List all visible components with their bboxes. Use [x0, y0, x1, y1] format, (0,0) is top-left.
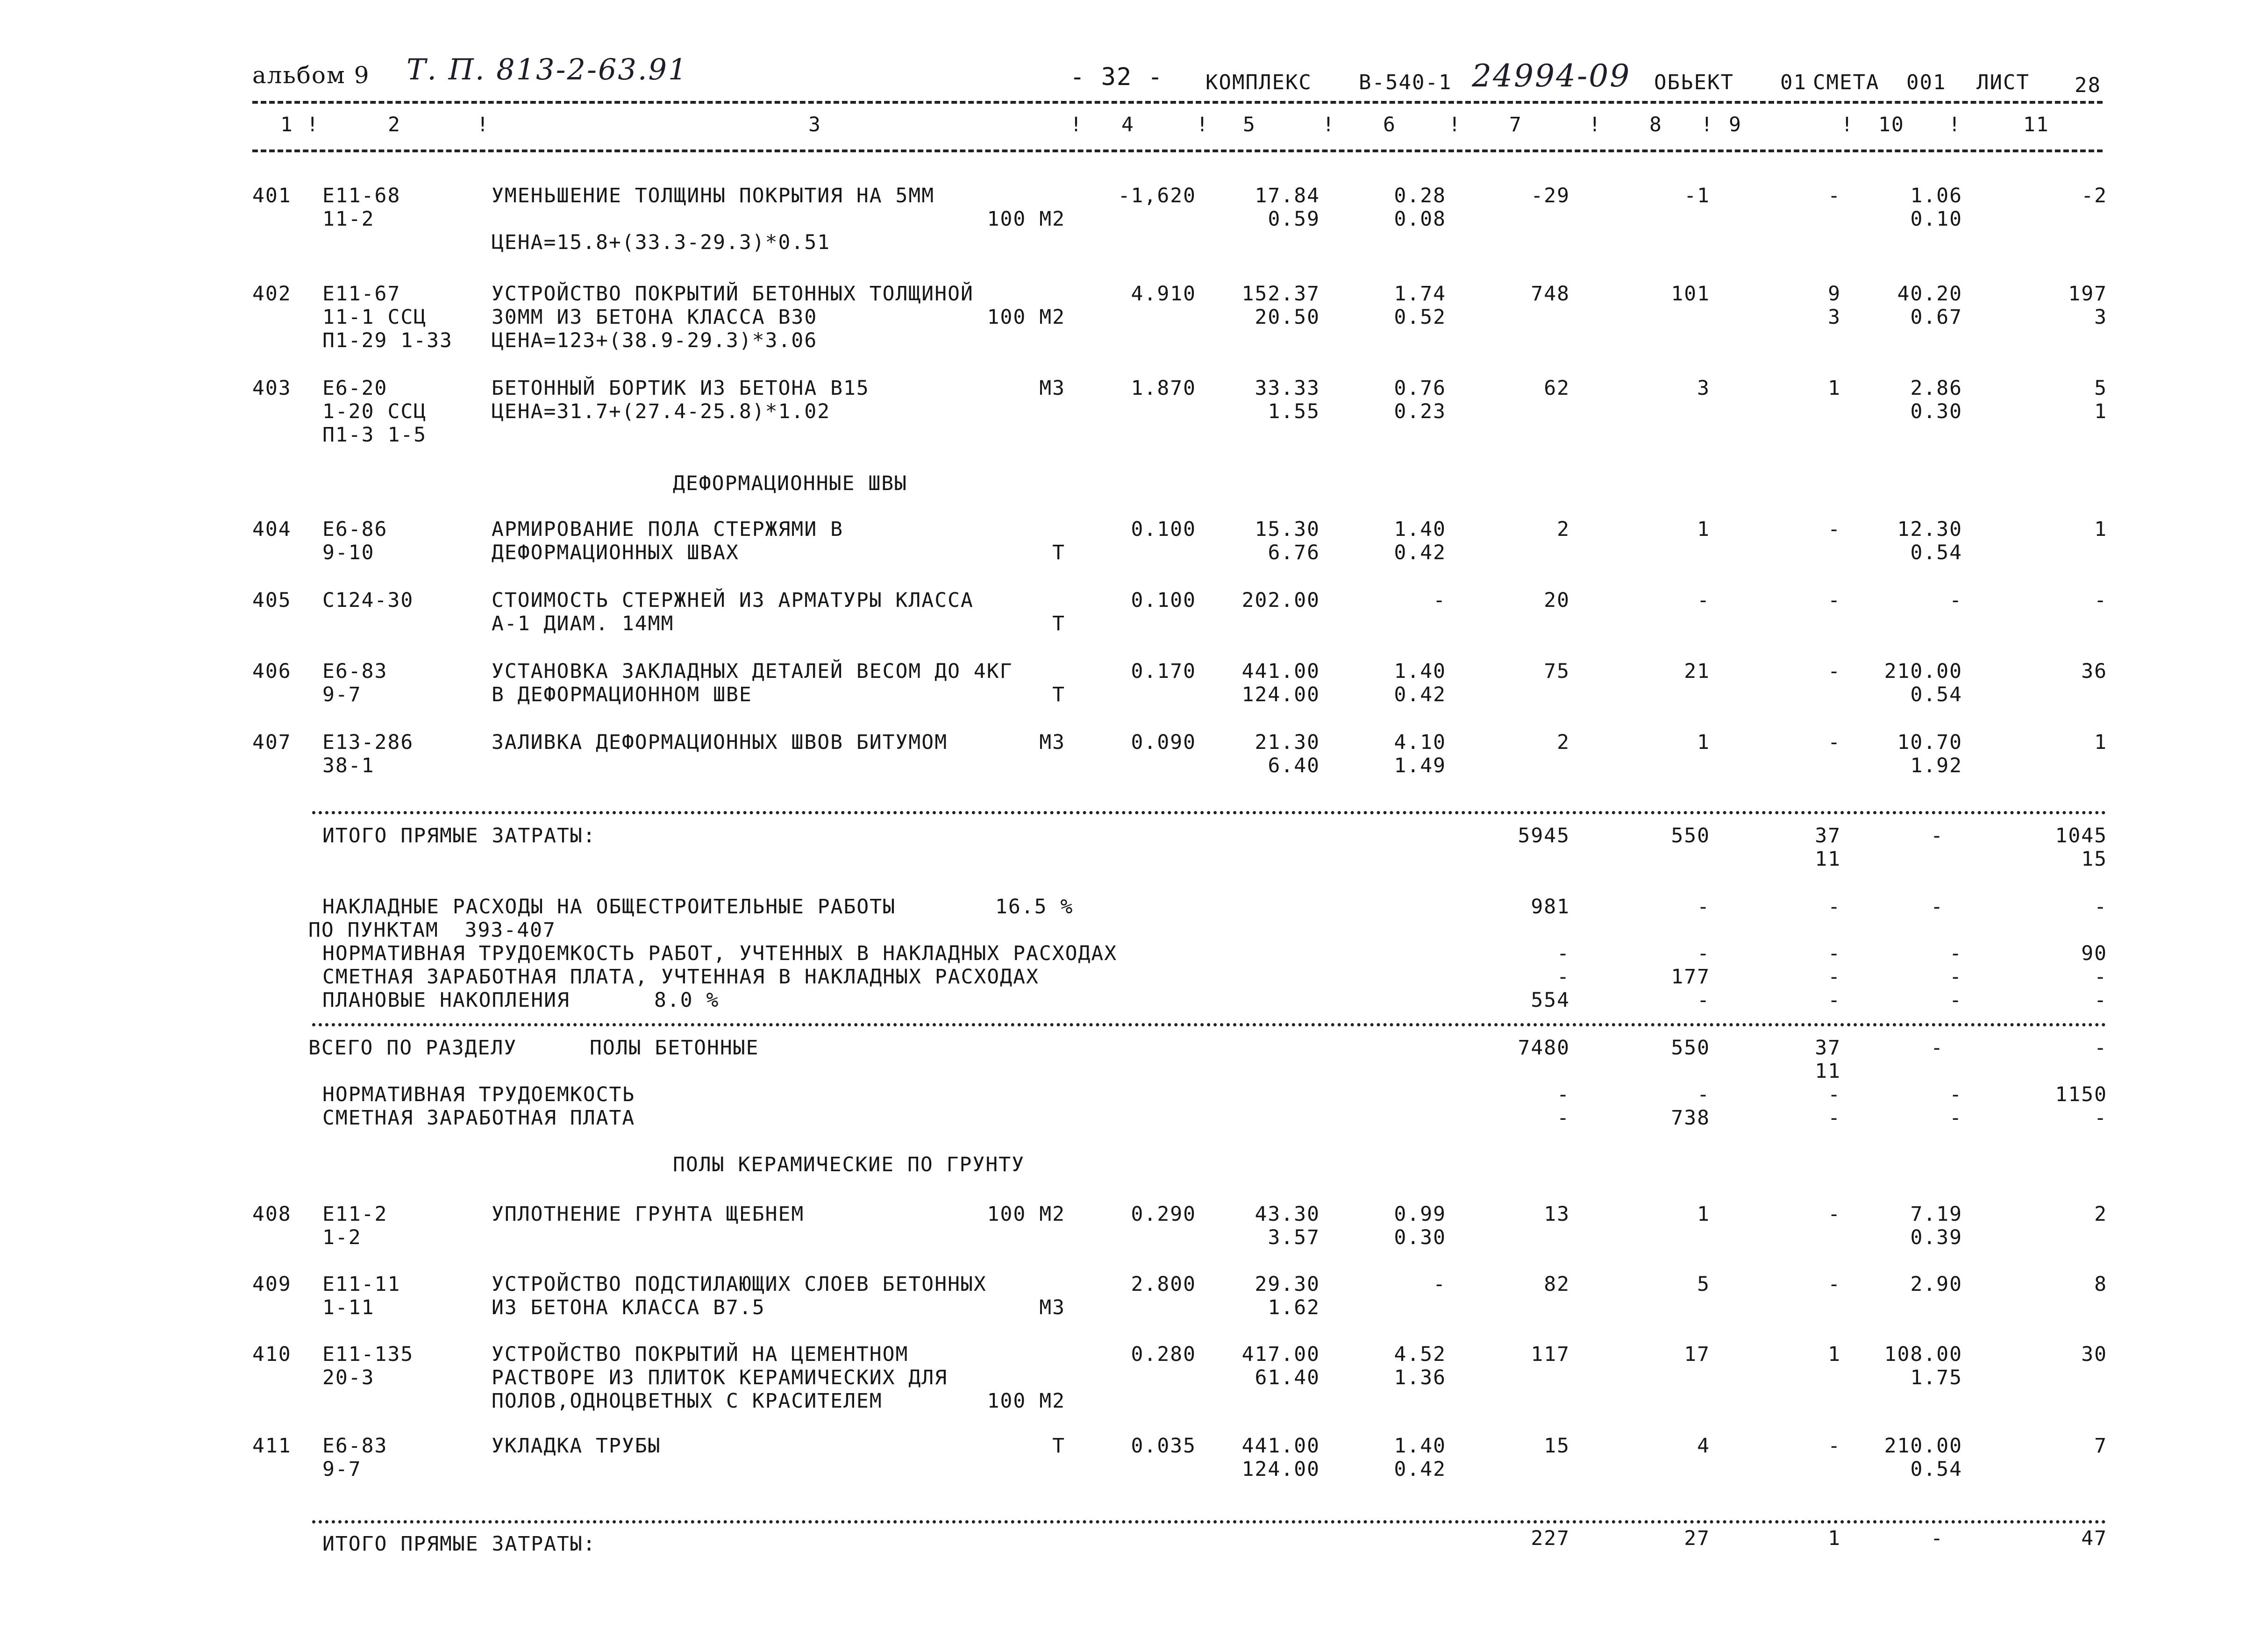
value-c7: 2 [1557, 731, 1570, 754]
value-c11: 1 [2094, 518, 2107, 541]
value-c7: 15 [1544, 1434, 1570, 1458]
value-c11: 36 [2081, 660, 2107, 683]
value-c11: 7 [2094, 1434, 2107, 1458]
work-description: В ДЕФОРМАЦИОННОМ ШВЕ [492, 683, 752, 706]
column-number: ! [1841, 113, 1854, 136]
value-c11: 1 [2094, 731, 2107, 754]
work-description: ЗАЛИВКА ДЕФОРМАЦИОННЫХ ШВОВ БИТУМОМ [492, 731, 948, 754]
norm-code: E6-86 [322, 518, 388, 541]
value-c6: 0.42 [1394, 541, 1446, 564]
value-c11: 197 [2068, 282, 2107, 306]
work-description: РАСТВОРЕ ИЗ ПЛИТОК КЕРАМИЧЕСКИХ ДЛЯ [492, 1366, 948, 1389]
section-total-c11: - [2094, 1036, 2107, 1060]
value-c9: - [1828, 1273, 1841, 1296]
unit: Т [1052, 1434, 1065, 1458]
value-c5: 6.76 [1268, 541, 1320, 564]
overhead-wage-label: СМЕТНАЯ ЗАРАБОТНАЯ ПЛАТА, УЧТЕННАЯ В НАКЛАДНЫХ РАСХОДАХ [322, 965, 1039, 989]
work-description: ДЕФОРМАЦИОННЫХ ШВАХ [492, 541, 739, 564]
total2-label: ИТОГО ПРЯМЫЕ ЗАТРАТЫ: [322, 1532, 596, 1556]
column-number: 10 [1878, 113, 1904, 136]
value-c6: 0.42 [1394, 683, 1446, 706]
value-c8: 101 [1671, 282, 1710, 306]
norm-code: E11-135 [322, 1343, 414, 1366]
column-number: 7 [1509, 113, 1522, 136]
column-number: ! [1589, 113, 1602, 136]
work-description: А-1 ДИАМ. 14ММ [492, 612, 674, 635]
value-c10: 0.54 [1910, 541, 1962, 564]
value-c5: 3.57 [1268, 1226, 1320, 1249]
total2-c10: - [1931, 1527, 1944, 1550]
section-total-c9: 37 [1815, 1036, 1841, 1060]
column-number: 4 [1121, 113, 1134, 136]
total2-c8: 27 [1684, 1527, 1710, 1550]
overhead-norm-value: - [1697, 942, 1710, 965]
value-c5: 1.62 [1268, 1296, 1320, 1319]
column-number: ! [1948, 113, 1961, 136]
value-c10: 210.00 [1884, 660, 1962, 683]
value-c10: 0.54 [1910, 1458, 1962, 1481]
section-title-deformation: ДЕФОРМАЦИОННЫЕ ШВЫ [673, 472, 907, 495]
column-number: ! [1701, 113, 1714, 136]
norm-code: E11-68 [322, 184, 401, 207]
header-rule-bottom [252, 149, 2103, 152]
total2-c9: 1 [1828, 1527, 1841, 1550]
unit: М3 [1039, 1296, 1065, 1319]
value-c5: 43.30 [1255, 1203, 1320, 1226]
value-c11: 2 [2094, 1203, 2107, 1226]
overhead-norm-value: - [1949, 942, 1962, 965]
column-number: 1 ! [280, 113, 320, 136]
work-description: ЦЕНА=31.7+(27.4-25.8)*1.02 [492, 400, 831, 423]
section-total-c8: 550 [1671, 1036, 1710, 1060]
column-number: 9 [1729, 113, 1742, 136]
value-c8: 1 [1697, 1203, 1710, 1226]
value-c6: 1.74 [1394, 282, 1446, 306]
value-c7: 20 [1544, 589, 1570, 612]
total2-c11: 47 [2081, 1527, 2107, 1550]
unit: 100 М2 [987, 1203, 1065, 1226]
value-c11: 3 [2094, 306, 2107, 329]
value-c6: - [1433, 589, 1446, 612]
value-c6: 1.40 [1394, 660, 1446, 683]
value-c6: 0.28 [1394, 184, 1446, 207]
quantity: 0.280 [1131, 1343, 1196, 1366]
value-c5: 202.00 [1241, 589, 1320, 612]
value-c11: -2 [2081, 184, 2107, 207]
value-c9: - [1828, 1434, 1841, 1458]
total-c11b: 15 [2081, 847, 2107, 871]
total-c8: 550 [1671, 824, 1710, 847]
value-c10: 10.70 [1897, 731, 1962, 754]
section-norm-value: - [1697, 1083, 1710, 1106]
overhead-c8: - [1697, 895, 1710, 918]
value-c10: 2.86 [1910, 377, 1962, 400]
item-number: 403 [252, 377, 292, 400]
value-c5: 33.33 [1255, 377, 1320, 400]
quantity: 4.910 [1131, 282, 1196, 306]
smeta-number: 001 [1906, 71, 1947, 94]
value-c11: 1 [2094, 400, 2107, 423]
value-c7: 2 [1557, 518, 1570, 541]
value-c10: 2.90 [1910, 1273, 1962, 1296]
work-description: УМЕНЬШЕНИЕ ТОЛЩИНЫ ПОКРЫТИЯ НА 5ММ [492, 184, 935, 207]
item-number: 405 [252, 589, 292, 612]
column-number: 8 [1649, 113, 1662, 136]
unit: Т [1052, 612, 1065, 635]
norm-code: 9-10 [322, 541, 375, 564]
value-c6: 0.08 [1394, 207, 1446, 231]
column-number: ! [1196, 113, 1209, 136]
unit: 100 М2 [987, 306, 1065, 329]
overhead-norm-value: 90 [2081, 942, 2107, 965]
value-c6: 0.76 [1394, 377, 1446, 400]
quantity: 1.870 [1131, 377, 1196, 400]
item-number: 410 [252, 1343, 292, 1366]
value-c6: 0.99 [1394, 1203, 1446, 1226]
item-number: 411 [252, 1434, 292, 1458]
value-c7: 117 [1531, 1343, 1570, 1366]
value-c5: 61.40 [1255, 1366, 1320, 1389]
norm-code: 9-7 [322, 1458, 362, 1481]
value-c10: 0.10 [1910, 207, 1962, 231]
value-c7: 13 [1544, 1203, 1570, 1226]
value-c5: 6.40 [1268, 754, 1320, 777]
value-c7: 75 [1544, 660, 1570, 683]
section-total-c9b: 11 [1815, 1060, 1841, 1083]
unit: 100 М2 [987, 207, 1065, 231]
value-c9: 3 [1828, 306, 1841, 329]
value-c6: - [1433, 1273, 1446, 1296]
item-number: 402 [252, 282, 292, 306]
norm-code: E6-83 [322, 1434, 388, 1458]
value-c10: 12.30 [1897, 518, 1962, 541]
section-wage-value: - [1828, 1106, 1841, 1130]
total-c7: 5945 [1518, 824, 1570, 847]
value-c10: 0.67 [1910, 306, 1962, 329]
norm-code: 1-11 [322, 1296, 375, 1319]
quantity: 0.100 [1131, 589, 1196, 612]
value-c10: 0.39 [1910, 1226, 1962, 1249]
quantity: 2.800 [1131, 1273, 1196, 1296]
value-c10: - [1949, 589, 1962, 612]
value-c5: 29.30 [1255, 1273, 1320, 1296]
section-total-label: ВСЕГО ПО РАЗДЕЛУ [308, 1036, 517, 1060]
value-c9: - [1828, 589, 1841, 612]
project-number-handwritten: Т. П. 813-2-63.91 [407, 52, 688, 86]
work-description: УПЛОТНЕНИЕ ГРУНТА ЩЕБНЕМ [492, 1203, 805, 1226]
norm-code: 11-2 [322, 207, 375, 231]
work-description: ЦЕНА=15.8+(33.3-29.3)*0.51 [492, 231, 831, 254]
column-number: ! [1448, 113, 1462, 136]
page-number: - 32 - [1070, 63, 1163, 91]
value-c6: 1.40 [1394, 518, 1446, 541]
object-label: ОБЬЕКТ [1654, 71, 1734, 94]
value-c9: - [1828, 731, 1841, 754]
column-number: 3 [808, 113, 821, 136]
unit: М3 [1039, 731, 1065, 754]
value-c5: 124.00 [1241, 683, 1320, 706]
quantity: 0.170 [1131, 660, 1196, 683]
value-c10: 1.92 [1910, 754, 1962, 777]
value-c10: 0.30 [1910, 400, 1962, 423]
norm-code: E13-286 [322, 731, 414, 754]
norm-code: E11-11 [322, 1273, 401, 1296]
overhead-c11: - [2094, 895, 2107, 918]
section-norm-value: - [1828, 1083, 1841, 1106]
value-c5: 441.00 [1241, 1434, 1320, 1458]
norm-code: 20-3 [322, 1366, 375, 1389]
unit: М3 [1039, 377, 1065, 400]
norm-code: E6-83 [322, 660, 388, 683]
quantity: 0.100 [1131, 518, 1196, 541]
value-c5: 20.50 [1255, 306, 1320, 329]
value-c7: 748 [1531, 282, 1570, 306]
value-c11: 30 [2081, 1343, 2107, 1366]
plan-label: ПЛАНОВЫЕ НАКОПЛЕНИЯ [322, 989, 570, 1012]
value-c8: 5 [1697, 1273, 1710, 1296]
column-number: ! [1322, 113, 1335, 136]
column-number: 2 [388, 113, 401, 136]
value-c8: - [1697, 589, 1710, 612]
overhead-wage-value: - [2094, 965, 2107, 989]
value-c5: 15.30 [1255, 518, 1320, 541]
section-norm-value: 1150 [2055, 1083, 2107, 1106]
norm-code: П1-29 1-33 [322, 329, 453, 352]
section-wage-value: 738 [1671, 1106, 1710, 1130]
work-description: ЦЕНА=123+(38.9-29.3)*3.06 [492, 329, 818, 352]
value-c6: 0.30 [1394, 1226, 1446, 1249]
section-wage-value: - [2094, 1106, 2107, 1130]
overhead-c9: - [1828, 895, 1841, 918]
work-description: УСТРОЙСТВО ПОДСТИЛАЮЩИХ СЛОЕВ БЕТОННЫХ [492, 1273, 987, 1296]
work-description: 30ММ ИЗ БЕТОНА КЛАССА B30 [492, 306, 818, 329]
item-number: 409 [252, 1273, 292, 1296]
value-c6: 4.10 [1394, 731, 1446, 754]
section-norm-value: - [1557, 1083, 1570, 1106]
value-c9: - [1828, 184, 1841, 207]
section-norm-label: НОРМАТИВНАЯ ТРУДОЕМКОСТЬ [322, 1083, 635, 1106]
value-c8: 1 [1697, 731, 1710, 754]
value-c7: -29 [1531, 184, 1570, 207]
section-wage-label: СМЕТНАЯ ЗАРАБОТНАЯ ПЛАТА [322, 1106, 635, 1130]
value-c5: 124.00 [1241, 1458, 1320, 1481]
overhead-wage-value: - [1828, 965, 1841, 989]
value-c6: 4.52 [1394, 1343, 1446, 1366]
overhead-label: НАКЛАДНЫЕ РАСХОДЫ НА ОБЩЕСТРОИТЕЛЬНЫЕ РАБОТЫ [322, 895, 896, 918]
value-c10: 108.00 [1884, 1343, 1962, 1366]
total-c10: - [1931, 824, 1944, 847]
quantity: 0.035 [1131, 1434, 1196, 1458]
norm-code: 1-20 ССЦ [322, 400, 427, 423]
sheet-label: ЛИСТ [1976, 71, 2030, 94]
value-c5: 152.37 [1241, 282, 1320, 306]
total-label: ИТОГО ПРЯМЫЕ ЗАТРАТЫ: [322, 824, 596, 847]
value-c8: 4 [1697, 1434, 1710, 1458]
section-total-c10: - [1931, 1036, 1944, 1060]
work-description: УКЛАДКА ТРУБЫ [492, 1434, 661, 1458]
quantity: 0.090 [1131, 731, 1196, 754]
value-c6: 0.52 [1394, 306, 1446, 329]
overhead-wage-value: - [1949, 965, 1962, 989]
overhead-pct: 16.5 % [995, 895, 1074, 918]
column-number: 5 [1243, 113, 1256, 136]
norm-code: П1-3 1-5 [322, 423, 427, 447]
album-label: альбом 9 [252, 62, 370, 89]
value-c5: 0.59 [1268, 207, 1320, 231]
norm-code: 1-2 [322, 1226, 362, 1249]
overhead-c10: - [1931, 895, 1944, 918]
norm-code: 38-1 [322, 754, 375, 777]
unit: Т [1052, 683, 1065, 706]
unit: 100 М2 [987, 1389, 1065, 1413]
value-c5: 17.84 [1255, 184, 1320, 207]
value-c6: 0.23 [1394, 400, 1446, 423]
column-number: 6 [1383, 113, 1396, 136]
total2-c7: 227 [1531, 1527, 1570, 1550]
overhead-plan-value: - [1949, 989, 1962, 1012]
value-c9: - [1828, 518, 1841, 541]
value-c8: 21 [1684, 660, 1710, 683]
value-c10: 210.00 [1884, 1434, 1962, 1458]
value-c8: 17 [1684, 1343, 1710, 1366]
complex-code-handwritten: 24994-09 [1472, 58, 1631, 94]
value-c5: 417.00 [1241, 1343, 1320, 1366]
norm-code: E11-67 [322, 282, 401, 306]
work-description: УСТРОЙСТВО ПОКРЫТИЙ НА ЦЕМЕНТНОМ [492, 1343, 909, 1366]
overhead-plan-value: - [1697, 989, 1710, 1012]
dotted-rule-3 [312, 1520, 2106, 1523]
value-c5: 21.30 [1255, 731, 1320, 754]
smeta-label: СМЕТА [1813, 71, 1880, 94]
work-description: ПОЛОВ,ОДНОЦВЕТНЫХ С КРАСИТЕЛЕМ [492, 1389, 883, 1413]
item-number: 407 [252, 731, 292, 754]
value-c6: 1.49 [1394, 754, 1446, 777]
complex-code: B-540-1 [1359, 71, 1452, 94]
work-description: СТОИМОСТЬ СТЕРЖНЕЙ ИЗ АРМАТУРЫ КЛАССА [492, 589, 974, 612]
value-c10: 1.06 [1910, 184, 1962, 207]
section-title-ceramic: ПОЛЫ КЕРАМИЧЕСКИЕ ПО ГРУНТУ [673, 1153, 1025, 1176]
overhead-wage-value: - [1557, 965, 1570, 989]
value-c9: - [1828, 1203, 1841, 1226]
value-c5: 441.00 [1241, 660, 1320, 683]
section-wage-value: - [1557, 1106, 1570, 1130]
norm-code: C124-30 [322, 589, 414, 612]
dotted-rule [312, 811, 2106, 814]
value-c5: 1.55 [1268, 400, 1320, 423]
complex-label: КОМПЛЕКС [1205, 71, 1312, 94]
item-number: 404 [252, 518, 292, 541]
norm-code: E6-20 [322, 377, 388, 400]
column-number: ! [1070, 113, 1083, 136]
norm-code: 9-7 [322, 683, 362, 706]
overhead-plan-value: - [2094, 989, 2107, 1012]
value-c10: 0.54 [1910, 683, 1962, 706]
section-total-c7: 7480 [1518, 1036, 1570, 1060]
overhead-plan-value: 554 [1531, 989, 1570, 1012]
norm-code: E11-2 [322, 1203, 388, 1226]
unit: Т [1052, 541, 1065, 564]
object-number: 01 [1780, 71, 1807, 94]
total-c9b: 11 [1815, 847, 1841, 871]
sheet-number: 28 [2075, 73, 2101, 97]
value-c9: - [1828, 660, 1841, 683]
value-c9: 1 [1828, 1343, 1841, 1366]
overhead-items: ПО ПУНКТАМ 393-407 [308, 918, 556, 942]
overhead-norm-value: - [1828, 942, 1841, 965]
work-description: АРМИРОВАНИЕ ПОЛА СТЕРЖЯМИ В [492, 518, 843, 541]
item-number: 401 [252, 184, 292, 207]
value-c6: 0.42 [1394, 1458, 1446, 1481]
section-total-name: ПОЛЫ БЕТОННЫЕ [590, 1036, 759, 1060]
plan-pct: 8.0 % [654, 989, 720, 1012]
norm-code: 11-1 ССЦ [322, 306, 427, 329]
value-c11: 8 [2094, 1273, 2107, 1296]
value-c10: 40.20 [1897, 282, 1962, 306]
total-c9: 37 [1815, 824, 1841, 847]
quantity: -1,620 [1118, 184, 1196, 207]
quantity: 0.290 [1131, 1203, 1196, 1226]
value-c6: 1.40 [1394, 1434, 1446, 1458]
overhead-c7: 981 [1531, 895, 1570, 918]
work-description: ИЗ БЕТОНА КЛАССА B7.5 [492, 1296, 765, 1319]
value-c7: 62 [1544, 377, 1570, 400]
overhead-plan-value: - [1828, 989, 1841, 1012]
value-c9: 9 [1828, 282, 1841, 306]
dotted-rule-2 [312, 1023, 2106, 1026]
overhead-wage-value: 177 [1671, 965, 1710, 989]
value-c8: 1 [1697, 518, 1710, 541]
work-description: УСТРОЙСТВО ПОКРЫТИЙ БЕТОННЫХ ТОЛЩИНОЙ [492, 282, 974, 306]
value-c8: 3 [1697, 377, 1710, 400]
section-wage-value: - [1949, 1106, 1962, 1130]
total-c11: 1045 [2055, 824, 2107, 847]
item-number: 406 [252, 660, 292, 683]
overhead-norm-value: - [1557, 942, 1570, 965]
work-description: УСТАНОВКА ЗАКЛАДНЫХ ДЕТАЛЕЙ ВЕСОМ ДО 4КГ [492, 660, 1013, 683]
column-number: ! [477, 113, 490, 136]
value-c11: 5 [2094, 377, 2107, 400]
header-rule-top [252, 101, 2103, 104]
value-c11: - [2094, 589, 2107, 612]
value-c10: 1.75 [1910, 1366, 1962, 1389]
item-number: 408 [252, 1203, 292, 1226]
value-c6: 1.36 [1394, 1366, 1446, 1389]
section-norm-value: - [1949, 1083, 1962, 1106]
value-c8: -1 [1684, 184, 1710, 207]
column-number: 11 [2023, 113, 2049, 136]
work-description: БЕТОННЫЙ БОРТИК ИЗ БЕТОНА B15 [492, 377, 870, 400]
overhead-norm-label: НОРМАТИВНАЯ ТРУДОЕМКОСТЬ РАБОТ, УЧТЕННЫХ В НАКЛАДНЫХ РАСХОДАХ [322, 942, 1118, 965]
value-c9: 1 [1828, 377, 1841, 400]
value-c10: 7.19 [1910, 1203, 1962, 1226]
value-c7: 82 [1544, 1273, 1570, 1296]
